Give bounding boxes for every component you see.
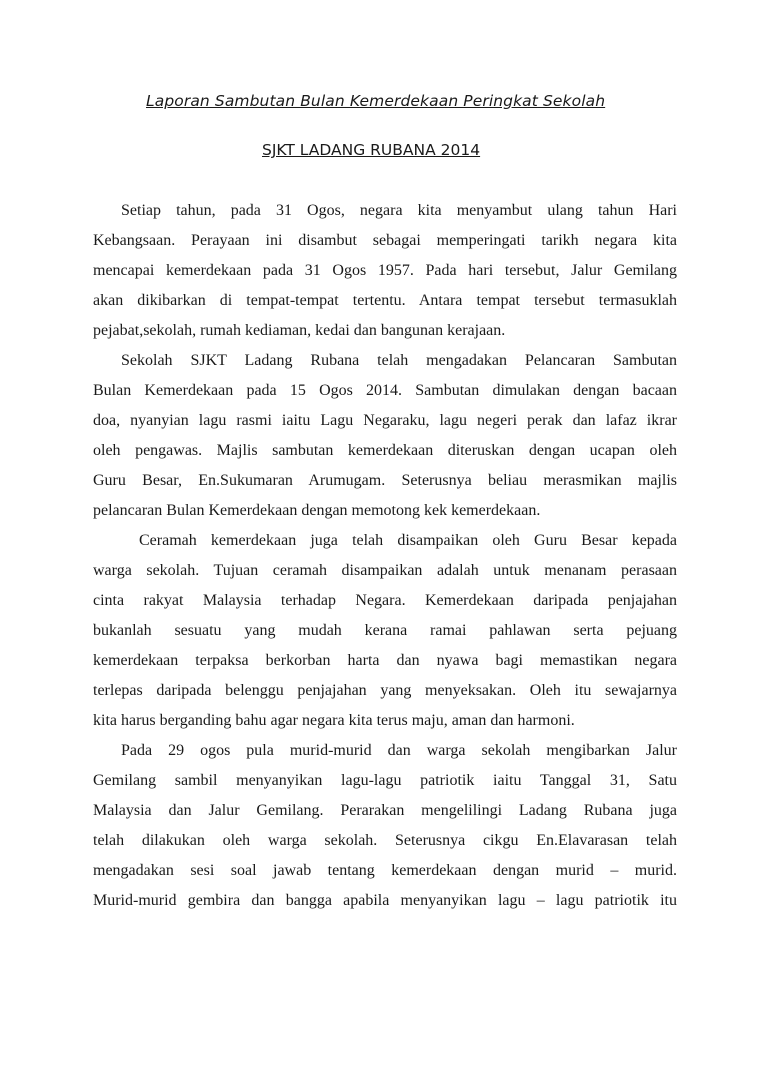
text-line: bukanlah sesuatu yang mudah kerana ramai pahlawan serta pejuang xyxy=(93,622,677,639)
text-line: Murid-murid gembira dan bangga apabila menyanyikan lagu – lagu patriotik itu xyxy=(93,892,677,909)
text-line: pelancaran Bulan Kemerdekaan dengan memotong kek kemerdekaan. xyxy=(93,502,541,519)
text-line: cinta rakyat Malaysia terhadap Negara. Kemerdekaan daripada penjajahan xyxy=(93,592,677,609)
text-line: kita harus berganding bahu agar negara kita terus maju, aman dan harmoni. xyxy=(93,712,575,729)
text-line: warga sekolah. Tujuan ceramah disampaikan adalah untuk menanam perasaan xyxy=(93,562,677,579)
text-line: Kebangsaan. Perayaan ini disambut sebagai memperingati tarikh negara kita xyxy=(93,232,677,249)
text-line: Gemilang sambil menyanyikan lagu-lagu patriotik iaitu Tanggal 31, Satu xyxy=(93,772,677,789)
text-line: mencapai kemerdekaan pada 31 Ogos 1957. Pada hari tersebut, Jalur Gemilang xyxy=(93,262,677,279)
text-line: kemerdekaan terpaksa berkorban harta dan nyawa bagi memastikan negara xyxy=(93,652,677,669)
text-line: pejabat,sekolah, rumah kediaman, kedai dan bangunan kerajaan. xyxy=(93,322,506,339)
paragraph xyxy=(93,736,677,916)
text-line: Malaysia dan Jalur Gemilang. Perarakan mengelilingi Ladang Rubana juga xyxy=(93,802,677,819)
text-line: Ceramah kemerdekaan juga telah disampaikan oleh Guru Besar kepada xyxy=(139,532,677,549)
text-line: Setiap tahun, pada 31 Ogos, negara kita menyambut ulang tahun Hari xyxy=(121,202,677,219)
document-title: Laporan Sambutan Bulan Kemerdekaan Peringkat Sekolah xyxy=(146,92,606,110)
text-line: doa, nyanyian lagu rasmi iaitu Lagu Negaraku, lagu negeri perak dan lafaz ikrar xyxy=(93,412,677,429)
text-line: mengadakan sesi soal jawab tentang kemerdekaan dengan murid – murid. xyxy=(93,862,677,879)
text-line: Pada 29 ogos pula murid-murid dan warga sekolah mengibarkan Jalur xyxy=(121,742,677,759)
document-body xyxy=(93,196,677,916)
paragraph xyxy=(93,526,677,736)
text-line: Bulan Kemerdekaan pada 15 Ogos 2014. Sambutan dimulakan dengan bacaan xyxy=(93,382,677,399)
text-line: Sekolah SJKT Ladang Rubana telah mengadakan Pelancaran Sambutan xyxy=(121,352,677,369)
text-line: telah dilakukan oleh warga sekolah. Seterusnya cikgu En.Elavarasan telah xyxy=(93,832,677,849)
text-line: Guru Besar, En.Sukumaran Arumugam. Seterusnya beliau merasmikan majlis xyxy=(93,472,677,489)
text-line: oleh pengawas. Majlis sambutan kemerdekaan diteruskan dengan ucapan oleh xyxy=(93,442,677,459)
text-line: terlepas daripada belenggu penjajahan yang menyeksakan. Oleh itu sewajarnya xyxy=(93,682,677,699)
document-subtitle: SJKT LADANG RUBANA 2014 xyxy=(262,141,481,159)
text-line: akan dikibarkan di tempat-tempat tertentu. Antara tempat tersebut termasuklah xyxy=(93,292,677,309)
paragraph xyxy=(93,346,677,526)
paragraph xyxy=(93,196,677,346)
